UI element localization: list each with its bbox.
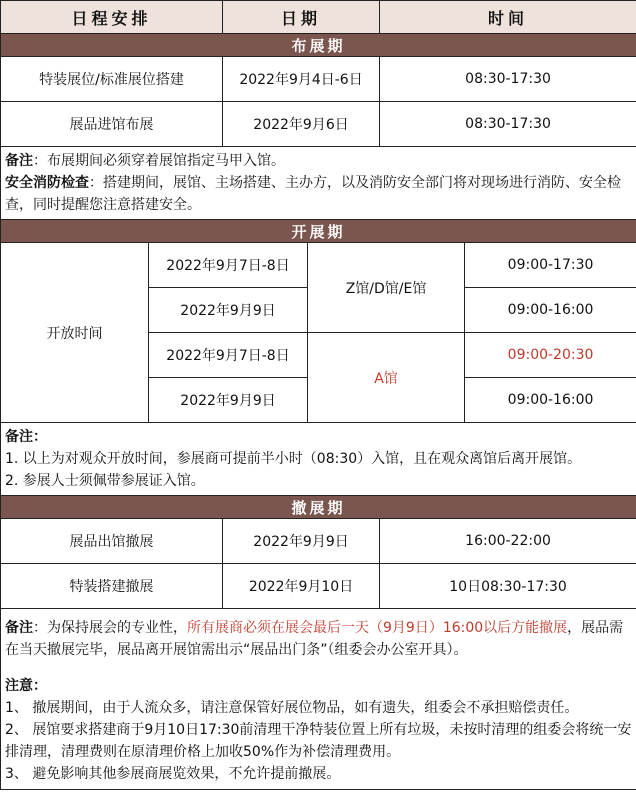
open-time: 09:00-16:00 xyxy=(465,288,636,333)
header-row xyxy=(1,1,636,34)
setup-item: 特装展位/标准展位搭建 xyxy=(1,57,223,102)
teardown-date: 2022年9月9日 xyxy=(223,519,380,564)
section-open-title: 开展期 xyxy=(1,220,636,243)
open-time: 09:00-17:30 xyxy=(465,243,636,288)
teardown-date: 2022年9月10日 xyxy=(223,564,380,609)
setup-date: 2022年9月6日 xyxy=(223,102,380,147)
open-time: 09:00-16:00 xyxy=(465,378,636,423)
open-date: 2022年9月7日-8日 xyxy=(149,243,308,288)
section-setup-title: 布展期 xyxy=(1,34,636,57)
teardown-item: 特装搭建撤展 xyxy=(1,564,223,609)
attention-label: 注意： xyxy=(5,678,47,694)
safety-label: 安全消防检查 xyxy=(5,175,89,191)
note-label: 备注 xyxy=(5,620,33,636)
safety-text: ：搭建期间，展馆、主场搭建、主办方，以及消防安全部门将对现场进行消防、安全检查，同时提醒您注意搭建安全。 xyxy=(5,175,621,213)
note-item: 2. 参展人士须佩带参展证入馆。 xyxy=(5,473,205,489)
attention-item: 2、 展馆要求搭建商于9月10日17:30前清理干净特装位置上所有垃圾，未按时清理的组委会将统一安排清理，清理费则在原清理价格上加收50%作为补偿清理费用。 xyxy=(5,722,632,760)
open-hall-zde: Z馆/D馆/E馆 xyxy=(308,243,465,333)
setup-item: 展品进馆布展 xyxy=(1,102,223,147)
open-time-highlight: 09:00-20:30 xyxy=(465,333,636,378)
open-hall-a: A馆 xyxy=(308,333,465,423)
note-label: 备注 xyxy=(5,153,33,169)
header-time: 时间 xyxy=(380,1,636,34)
section-teardown-title: 撤展期 xyxy=(1,496,636,519)
table-row xyxy=(1,519,636,564)
header-date: 日期 xyxy=(223,1,380,34)
attention-item: 3、 避免影响其他参展商展览效果，不允许提前撤展。 xyxy=(5,766,341,782)
note-item: 1. 以上为对观众开放时间，参展商可提前半小时（08:30）入馆，且在观众离馆后离开展馆。 xyxy=(5,451,582,467)
note-text: ：布展期间必须穿着展馆指定马甲入馆。 xyxy=(33,153,285,169)
setup-time: 08:30-17:30 xyxy=(380,102,636,147)
open-date: 2022年9月9日 xyxy=(149,288,308,333)
teardown-time: 10日08:30-17:30 xyxy=(380,564,636,609)
setup-note xyxy=(1,147,636,220)
attention-item: 1、 撤展期间，由于人流众多，请注意保管好展位物品，如有遗失，组委会不承担赔偿责任。 xyxy=(5,700,579,716)
open-date: 2022年9月7日-8日 xyxy=(149,333,308,378)
table-row xyxy=(1,57,636,102)
teardown-item: 展品出馆撤展 xyxy=(1,519,223,564)
open-note-row xyxy=(1,423,636,496)
section-setup xyxy=(1,34,636,57)
table-row xyxy=(1,243,636,288)
table-row xyxy=(1,564,636,609)
open-note xyxy=(1,423,636,496)
open-label: 开放时间 xyxy=(1,243,149,423)
note-highlight: 所有展商必须在展会最后一天（9月9日）16:00以后方能撤展 xyxy=(187,620,568,636)
note-label: 备注： xyxy=(5,429,47,445)
setup-time: 08:30-17:30 xyxy=(380,57,636,102)
open-date: 2022年9月9日 xyxy=(149,378,308,423)
header-schedule: 日程安排 xyxy=(1,1,223,34)
table-row xyxy=(1,102,636,147)
section-teardown xyxy=(1,496,636,519)
teardown-time: 16:00-22:00 xyxy=(380,519,636,564)
setup-date: 2022年9月4日-6日 xyxy=(223,57,380,102)
section-open xyxy=(1,220,636,243)
note-text: ，展品需在当天撤展完毕，展品离开展馆需出示“展品出门条”（组委会办公室开具）。 xyxy=(5,620,624,658)
teardown-note-row xyxy=(1,609,636,790)
setup-note-row xyxy=(1,147,636,220)
note-text: ：为保持展会的专业性， xyxy=(33,620,187,636)
teardown-note xyxy=(1,609,636,790)
